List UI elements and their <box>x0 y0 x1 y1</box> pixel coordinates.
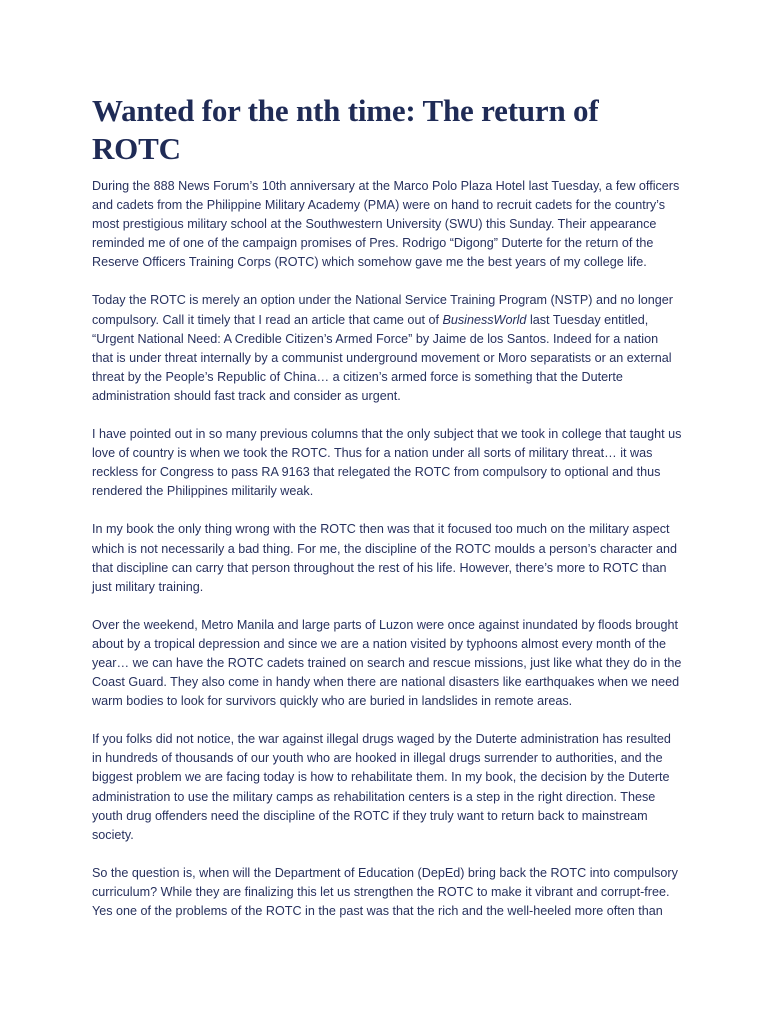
text-line: threat by the People’s Republic of China… a citizen’s armed force is something that the Duterte <box>92 369 623 384</box>
article-body <box>92 177 692 940</box>
text-line: curriculum? While they are finalizing this let us strengthen the ROTC to make it vibrant and corrupt-free. <box>92 884 670 899</box>
text-line: reminded me of one of the campaign promises of Pres. Rodrigo “Digong” Duterte for the return of the <box>92 236 654 251</box>
text-line: In my book the only thing wrong with the ROTC then was that it focused too much on the military aspect <box>92 522 670 537</box>
text-segment: last Tuesday entitled, <box>526 312 649 327</box>
paragraph <box>92 730 692 845</box>
text-line: love of country is when we took the ROTC. Thus for a nation under all sorts of military threat… it was <box>92 446 653 461</box>
text-line: which is not necessarily a bad thing. For me, the discipline of the ROTC moulds a person’s character and <box>92 541 677 556</box>
text-line: So the question is, when will the Department of Education (DepEd) bring back the ROTC into compulsory <box>92 865 678 880</box>
title-line: ROTC <box>92 131 181 166</box>
paragraph <box>92 520 692 596</box>
text-line: in hundreds of thousands of our youth who are hooked in illegal drugs surrender to authorities, and the <box>92 751 663 766</box>
text-line: Today the ROTC is merely an option under the National Service Training Program (NSTP) and no longer <box>92 293 673 308</box>
text-line: Yes one of the problems of the ROTC in the past was that the rich and the well-heeled more often than <box>92 904 663 918</box>
paragraph <box>92 291 692 406</box>
text-line: Reserve Officers Training Corps (ROTC) which somehow gave me the best years of my college life. <box>92 255 647 270</box>
article-title <box>92 92 692 168</box>
paragraph <box>92 425 692 501</box>
text-line: biggest problem we are facing today is how to rehabilitate them. In my book, the decision by the Duterte <box>92 770 670 785</box>
paragraph <box>92 177 692 272</box>
text-line: just military training. <box>92 579 204 594</box>
text-line: rendered the Philippines militarily weak. <box>92 484 314 499</box>
text-line: reckless for Congress to pass RA 9163 that relegated the ROTC from compulsory to optional and thus <box>92 465 661 480</box>
text-line: warm bodies to look for survivors quickly who are buried in landslides in remote areas. <box>92 694 573 709</box>
text-line: I have pointed out in so many previous columns that the only subject that we took in college that taught us <box>92 427 682 442</box>
text-line <box>92 311 692 330</box>
text-line: that is under threat internally by a communist underground movement or Moro separatists or an external <box>92 350 672 365</box>
text-line: most prestigious military school at the Southwestern University (SWU) this Sunday. Their appearance <box>92 217 657 232</box>
text-line: about by a tropical depression and since we are a nation visited by typhoons almost every month of the <box>92 636 667 651</box>
text-line: administration should fast track and consider as urgent. <box>92 388 401 403</box>
text-line: and cadets from the Philippine Military Academy (PMA) were on hand to recruit cadets for the country’s <box>92 198 666 213</box>
text-line: Coast Guard. They also come in handy when there are national disasters like earthquakes when we need <box>92 675 680 690</box>
text-line: year… we can have the ROTC cadets trained on search and rescue missions, just like what they do in the <box>92 655 682 670</box>
publication-name: BusinessWorld <box>442 312 527 327</box>
text-line: administration to use the military camps as rehabilitation centers is a step in the right direction. These <box>92 789 656 804</box>
text-line: “Urgent National Need: A Credible Citizen’s Armed Force” by Jaime de los Santos. Indeed for a nation <box>92 331 659 346</box>
title-line: Wanted for the nth time: The return of <box>92 93 599 128</box>
text-line: During the 888 News Forum’s 10th anniversary at the Marco Polo Plaza Hotel last Tuesday, a few officers <box>92 179 680 193</box>
text-line: youth drug offenders need the discipline of the ROTC if they truly want to return back to mainstream <box>92 808 648 823</box>
text-line: Over the weekend, Metro Manila and large parts of Luzon were once against inundated by floods brought <box>92 617 678 632</box>
paragraph <box>92 864 692 921</box>
text-line: If you folks did not notice, the war against illegal drugs waged by the Duterte administration has resulted <box>92 732 671 747</box>
paragraph <box>92 616 692 711</box>
text-line: that discipline can carry that person throughout the rest of his life. However, there’s more to ROTC than <box>92 560 667 575</box>
text-line: society. <box>92 827 134 842</box>
text-segment: compulsory. Call it timely that I read an article that came out of <box>92 312 443 327</box>
